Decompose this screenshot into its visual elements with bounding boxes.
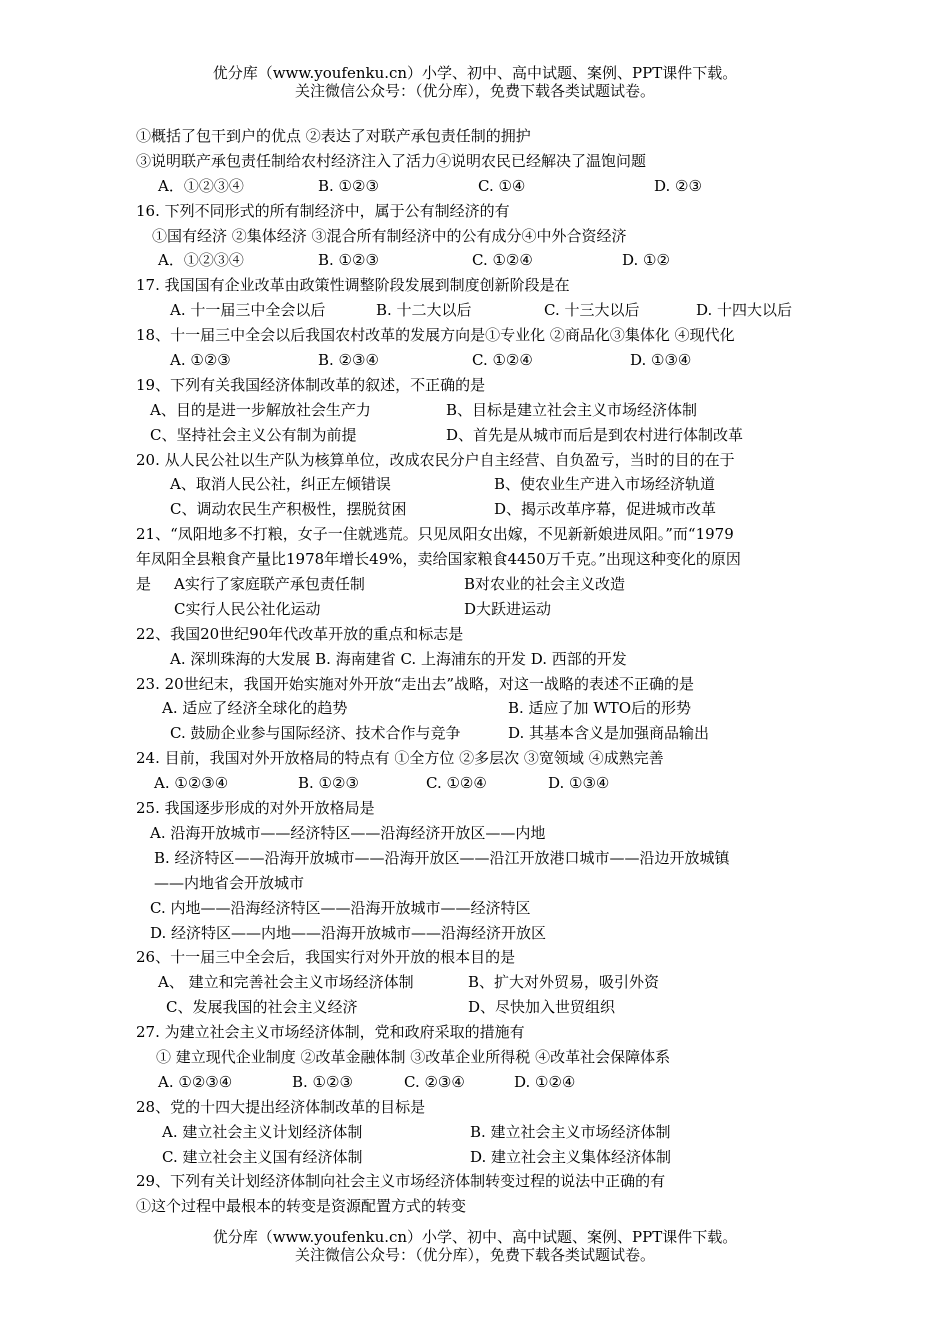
question-text: 28、党的十四大提出经济体制改革的目标是 [136,1097,426,1116]
option-d: D. 建立社会主义集体经济体制 [470,1147,672,1166]
option-c: C. 内地——沿海经济特区——沿海开放城市——经济特区 [150,898,531,917]
text-segment: ① 建立现代企业制度 ②改革金融体制 ③改革企业所得税 ④改革社会保障体系 [156,1047,671,1066]
option-c: C、坚持社会主义公有制为前提 [150,425,357,444]
option-c: C. 建立社会主义国有经济体制 [162,1147,363,1166]
option-d: D. ②③ [654,176,702,195]
question-21 [136,522,826,547]
option-d: D. 经济特区——内地——沿海开放城市——沿海经济开放区 [150,923,547,942]
question-26 [136,945,826,970]
option-a: A．①②③④ [158,176,244,195]
option-line [136,597,826,622]
option-line [136,696,826,721]
question-22 [136,622,826,647]
option-b: B、目标是建立社会主义市场经济体制 [446,400,698,419]
option-line [136,248,826,273]
option-d: D. ①② [622,251,670,270]
option-d: D、尽快加入世贸组织 [468,998,616,1017]
option-b: B. ②③④ [318,351,379,370]
option-c: C、发展我国的社会主义经济 [166,998,358,1017]
question-27 [136,1020,826,1045]
option-c: C. 十三大以后 [544,301,640,320]
option-a: A. ①②③④ [158,1072,233,1091]
option-a: A. 十一届三中全会以后 [170,301,326,320]
text-line [136,1194,826,1219]
option-c: C、调动农民生产积极性，摆脱贫困 [170,500,407,519]
option-b: B、使农业生产进入市场经济轨道 [494,475,716,494]
option-a: A. ①②③ [170,351,231,370]
question-text: 19、下列有关我国经济体制改革的叙述，不正确的是 [136,375,486,394]
option-c: C. ①②④ [472,351,533,370]
option-a: A、取消人民公社，纠正左倾错误 [170,475,391,494]
option-a: A. 适应了经济全球化的趋势 [162,699,348,718]
option-line [136,174,826,199]
option-b: B、扩大对外贸易，吸引外资 [468,973,660,992]
text-segment: ③说明联产承包责任制给农村经济注入了活力④说明农民已经解决了温饱问题 [136,151,647,170]
option-d: D大跃进运动 [464,599,552,618]
page-footer [0,1228,950,1264]
option-line [136,921,826,946]
page-header [0,64,950,100]
option-line [136,871,826,896]
question-text: 16. 下列不同形式的所有制经济中，属于公有制经济的有 [136,201,510,220]
option-line [136,721,826,746]
option-b-continued: ——内地省会开放城市 [154,873,305,892]
option-d: D. ①②④ [514,1072,576,1091]
text-line [136,224,826,249]
option-d: D、首先是从城市而后是到农村进行体制改革 [446,425,744,444]
option-line [136,1120,826,1145]
question-19 [136,373,826,398]
question-25 [136,796,826,821]
question-text: 27. 为建立社会主义市场经济体制，党和政府采取的措施有 [136,1023,525,1042]
option-line [136,647,826,672]
option-d: D、揭示改革序幕，促进城市改革 [494,500,717,519]
text-segment: 年凤阳全县粮食产量比1978年增长49%，卖给国家粮食4450万千克。”出现这种变化的原因 [136,550,741,569]
option-a: A实行了家庭联产承包责任制 [174,575,365,594]
option-line [136,995,826,1020]
option-a: A．①②③④ [158,251,244,270]
footer-line-2: 关注微信公众号：（优分库），免费下载各类试题试卷。 [294,1246,655,1264]
option-a: A. 建立社会主义计划经济体制 [162,1122,363,1141]
question-text: 23. 20世纪末，我国开始实施对外开放“走出去”战略，对这一战略的表述不正确的是 [136,674,695,693]
text-line [136,149,826,174]
option-c: C. ②③④ [404,1072,465,1091]
option-line [136,572,826,597]
option-a: A. 沿海开放城市——经济特区——沿海经济开放区——内地 [150,823,546,842]
option-d: D. 十四大以后 [696,301,793,320]
text-segment: 是 [136,575,152,594]
option-c: C. 鼓励企业参与国际经济、技术合作与竞争 [170,724,461,743]
question-text: 29、下列有关计划经济体制向社会主义市场经济体制转变过程的说法中正确的有 [136,1172,666,1191]
option-b: B. ①②③ [292,1072,353,1091]
option-d: D. ①③④ [630,351,692,370]
option-c: C. ①②④ [472,251,533,270]
option-b: B. 经济特区——沿海开放城市——沿海开放区——沿江开放港口城市——沿边开放城镇 [154,848,730,867]
option-a: A. ①②③④ [154,774,229,793]
option-line [136,472,826,497]
option-b: B. 十二大以后 [376,301,472,320]
option-d: D. 其基本含义是加强商品输出 [508,724,710,743]
question-18 [136,323,826,348]
text-segment: ①概括了包干到户的优点 ②表达了对联产承包责任制的拥护 [136,127,531,145]
option-b: B. 适应了加 WTO后的形势 [508,699,692,718]
option-b: B. ①②③ [318,176,379,195]
option-line [136,1070,826,1095]
option-a: A、目的是进一步解放社会生产力 [150,400,371,419]
option-b: B. ①②③ [318,251,379,270]
text-line [136,124,826,149]
option-c: C. ①②④ [426,774,487,793]
text-line [136,1045,826,1070]
question-text: 17. 我国国有企业改革由政策性调整阶段发展到制度创新阶段是在 [136,276,570,295]
question-text: 26、十一届三中全会后，我国实行对外开放的根本目的是 [136,948,516,967]
option-b: B. 建立社会主义市场经济体制 [470,1122,671,1141]
question-text: 25. 我国逐步形成的对外开放格局是 [136,799,375,818]
header-line-1: 优分库（www.youfenku.cn）小学、初中、高中试题、案例、PPT课件下载。 [212,64,738,82]
option-c: C实行人民公社化运动 [174,599,321,618]
header-line-2: 关注微信公众号：（优分库），免费下载各类试题试卷。 [294,82,655,100]
text-line [136,547,826,572]
option-line [136,298,826,323]
option-line [136,771,826,796]
question-28 [136,1095,826,1120]
option-line [136,423,826,448]
options-text: A. 深圳珠海的大发展 B. 海南建省 C. 上海浦东的开发 D. 西部的开发 [170,649,627,668]
option-line [136,846,826,871]
question-content [136,124,826,1219]
option-b: B. ①②③ [298,774,359,793]
question-24 [136,746,826,771]
option-b: B对农业的社会主义改造 [464,575,626,594]
option-c: C. ①④ [478,176,526,195]
option-line [136,398,826,423]
text-segment: ①国有经济 ②集体经济 ③混合所有制经济中的公有成分④中外合资经济 [152,226,627,245]
option-d: D. ①③④ [548,774,610,793]
option-line [136,821,826,846]
footer-line-1: 优分库（www.youfenku.cn）小学、初中、高中试题、案例、PPT课件下载。 [212,1228,738,1246]
question-text: 21、“凤阳地多不打粮，女子一住就逃荒。只见凤阳女出嫁，不见新新娘进凤阳。”而“1979 [136,525,734,544]
question-text: 20. 从人民公社以生产队为核算单位，改成农民分户自主经营、自负盈亏，当时的目的在于 [136,450,735,469]
option-line [136,497,826,522]
question-text: 24. 目前，我国对外开放格局的特点有 ①全方位 ②多层次 ③宽领域 ④成熟完善 [136,749,664,768]
question-20 [136,448,826,473]
option-line [136,896,826,921]
question-16 [136,199,826,224]
question-23 [136,672,826,697]
option-a: A、 建立和完善社会主义市场经济体制 [158,973,414,992]
question-17 [136,273,826,298]
option-line [136,970,826,995]
option-line [136,348,826,373]
question-text: 18、十一届三中全会以后我国农村改革的发展方向是①专业化 ②商品化③集体化 ④现代化 [136,326,735,345]
option-line [136,1145,826,1170]
question-29 [136,1169,826,1194]
question-text: 22、我国20世纪90年代改革开放的重点和标志是 [136,624,464,643]
text-segment: ①这个过程中最根本的转变是资源配置方式的转变 [136,1197,467,1216]
